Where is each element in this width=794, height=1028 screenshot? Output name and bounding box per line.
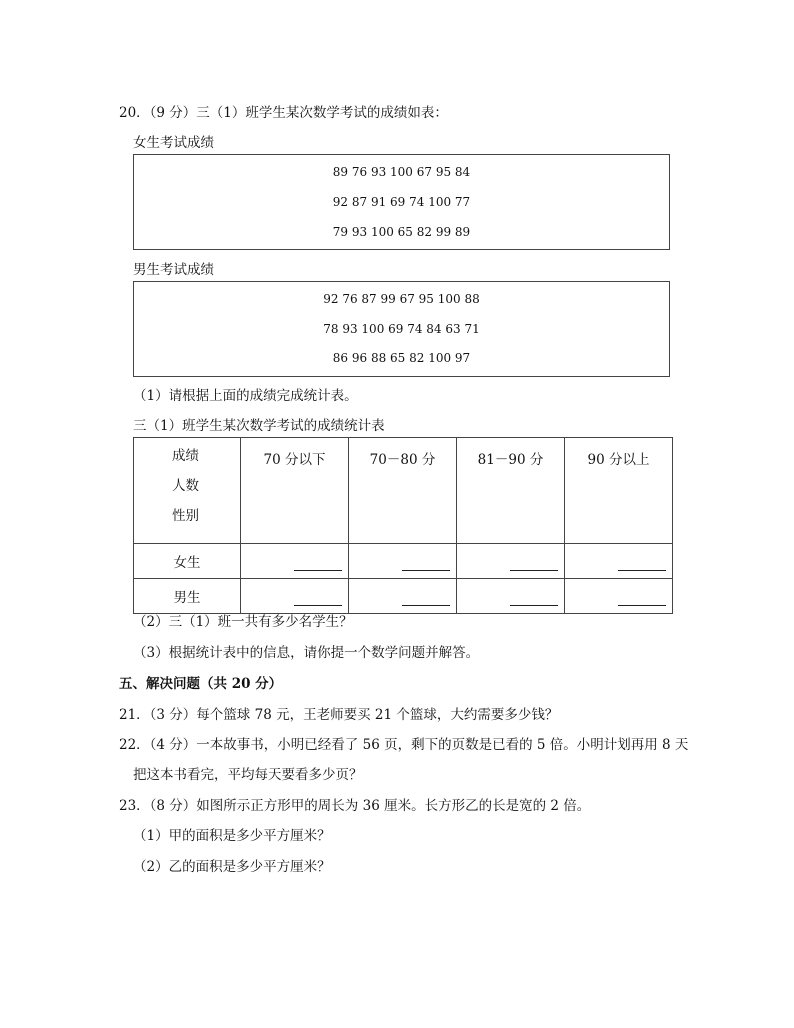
corner-label-gender: 性别	[172, 508, 199, 524]
q23: 23．（8 分）如图所示正方形甲的周长为 36 厘米。长方形乙的长是宽的 2 倍。	[119, 798, 591, 814]
q20-sub2: （2）三（1）班一共有多少名学生？	[133, 614, 353, 630]
answer-blank[interactable]	[457, 544, 565, 579]
stat-table-corner	[134, 438, 241, 544]
col-header: 70 分以下	[241, 438, 349, 544]
boys-scores-label: 男生考试成绩	[133, 262, 214, 278]
q20-sub3: （3）根据统计表中的信息，请你提一个数学问题并解答。	[133, 645, 480, 661]
stat-table	[133, 437, 673, 614]
row-label-girls: 女生	[134, 544, 241, 579]
answer-blank[interactable]	[565, 579, 673, 614]
q23-sub1: （1）甲的面积是多少平方厘米？	[133, 828, 331, 844]
corner-label-score: 成绩	[172, 448, 199, 464]
answer-blank[interactable]	[457, 579, 565, 614]
answer-blank[interactable]	[565, 544, 673, 579]
q22-line2: 把这本书看完，平均每天要看多少页？	[133, 767, 363, 783]
col-header: 90 分以上	[565, 438, 673, 544]
q22-line1: 22．（4 分）一本故事书，小明已经看了 56 页，剩下的页数是已看的 5 倍。小明计划再用 8 天	[119, 737, 689, 753]
answer-blank[interactable]	[349, 544, 457, 579]
girls-scores-row: 89 76 93 100 67 95 84	[332, 165, 471, 179]
q21: 21．（3 分）每个篮球 78 元，王老师要买 21 个篮球，大约需要多少钱？	[119, 707, 559, 723]
corner-label-count: 人数	[172, 478, 199, 494]
girls-scores-row: 92 87 91 69 74 100 77	[332, 195, 471, 209]
col-header: 70－80 分	[349, 438, 457, 544]
boys-scores-box	[133, 281, 670, 377]
stat-table-title: 三（1）班学生某次数学考试的成绩统计表	[133, 418, 385, 434]
stat-table-header-row	[134, 438, 673, 544]
q23-sub2: （2）乙的面积是多少平方厘米？	[133, 859, 331, 875]
answer-blank[interactable]	[241, 579, 349, 614]
answer-blank[interactable]	[241, 544, 349, 579]
answer-blank[interactable]	[349, 579, 457, 614]
col-header: 81－90 分	[457, 438, 565, 544]
table-row	[134, 579, 673, 614]
q20-sub1: （1）请根据上面的成绩完成统计表。	[133, 388, 358, 404]
section5-heading: 五、解决问题（共 20 分）	[119, 676, 283, 692]
girls-scores-row: 79 93 100 65 82 99 89	[332, 225, 471, 239]
girls-scores-box	[133, 154, 670, 250]
q20-title: 20．（9 分）三（1）班学生某次数学考试的成绩如表：	[119, 105, 448, 121]
table-row	[134, 544, 673, 579]
row-label-boys: 男生	[134, 579, 241, 614]
boys-scores-row: 92 76 87 99 67 95 100 88	[323, 292, 480, 306]
girls-scores-label: 女生考试成绩	[133, 135, 214, 151]
boys-scores-row: 86 96 88 65 82 100 97	[332, 351, 471, 365]
boys-scores-row: 78 93 100 69 74 84 63 71	[323, 322, 480, 336]
